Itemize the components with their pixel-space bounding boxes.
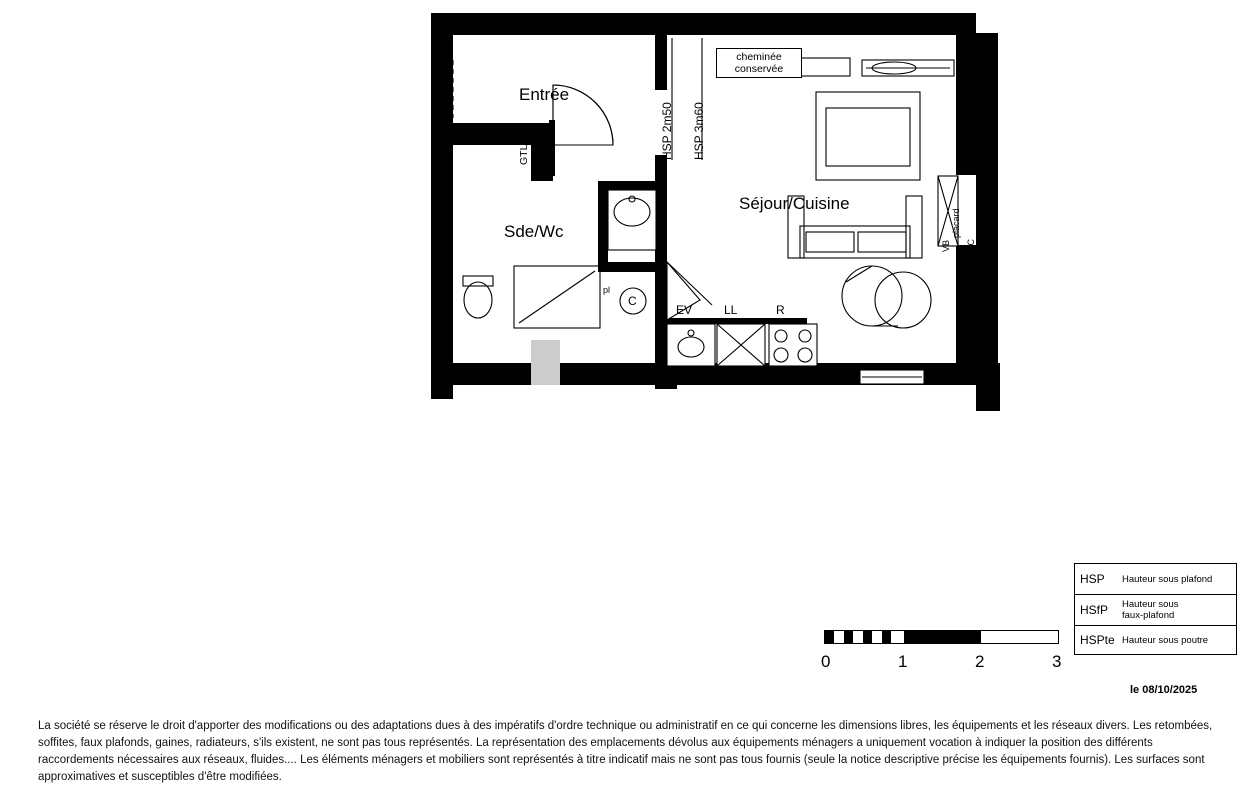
annotation-pl: pl [603, 285, 611, 295]
legend-abbr-hsp: HSP [1080, 572, 1105, 587]
room-label-sejour-cuisine: Séjour/Cuisine [739, 194, 850, 213]
cheminee-line2: conservée [734, 63, 784, 75]
legend-abbr-hspte: HSPte [1080, 633, 1115, 648]
scale-tick-1: 1 [898, 652, 908, 671]
annotation-c: C [628, 294, 637, 308]
room-label-entree: Entrée [519, 85, 570, 104]
scale-tick-3: 3 [1052, 652, 1062, 671]
scale-seg [844, 631, 853, 643]
cheminee-line1: cheminée [736, 51, 782, 63]
plan-date: le 08/10/2025 [1130, 684, 1198, 696]
legend-def-hsfp: Hauteur sous faux-plafond [1122, 598, 1179, 621]
floor-shadow [531, 340, 560, 385]
legend-def-hspte: Hauteur sous poutre [1122, 634, 1209, 646]
scale-tick-0: 0 [821, 652, 831, 671]
annotation-ll: LL [724, 303, 738, 317]
scale-seg [863, 631, 872, 643]
legend-abbr-hsfp: HSfP [1080, 602, 1109, 617]
annotation-cc: CC [966, 239, 976, 252]
scale-bar [824, 630, 1059, 644]
annotation-cheminee-conservee [716, 48, 802, 78]
annotation-hsp-2m50: HSP 2m50 [660, 102, 674, 160]
annotation-vb: VB [941, 239, 951, 252]
annotation-r: R [776, 303, 785, 317]
annotation-gtl: GTL [518, 144, 530, 165]
scale-seg [882, 631, 891, 643]
legend-row-hspte [1075, 625, 1236, 655]
annotation-hsp-3m60: HSP 3m60 [692, 102, 706, 160]
annotation-placard: placard [951, 208, 961, 238]
scale-seg [825, 631, 834, 643]
scale-seg [904, 631, 981, 643]
legend-row-hsfp [1075, 594, 1236, 624]
legend-box [1074, 563, 1237, 655]
annotation-ev: EV [676, 303, 693, 317]
legend-def-hsp: Hauteur sous plafond [1122, 573, 1213, 585]
scale-tick-2: 2 [975, 652, 985, 671]
disclaimer-text: La société se réserve le droit d'apporter des modifications ou des adaptations dues à des impératifs d'ordre technique ou administratif en ce qui concerne les dimensions libres, les équipements et les réseaux divers. Les retombées, soffites, faux plafonds, gaines, radiateurs, s'ils existent, ne sont pas tous représentés. La représentation des emplacements dévolus aux équipements ménagers a uniquement vocation à indiquer la position des différents raccordements nécessaires aux réseaux, fluides.... Les éléments ménagers et mobiliers sont représentés à titre indicatif mais ne sont pas tous fournis (seule la notice descriptive précise les équipements fournis). Les surfaces sont approximatives et susceptibles d'être modifiées. [38, 720, 1213, 783]
legend-row-hsp [1075, 564, 1236, 594]
plan-fixtures [435, 38, 958, 384]
room-label-sdb-wc: Sde/Wc [504, 222, 564, 241]
